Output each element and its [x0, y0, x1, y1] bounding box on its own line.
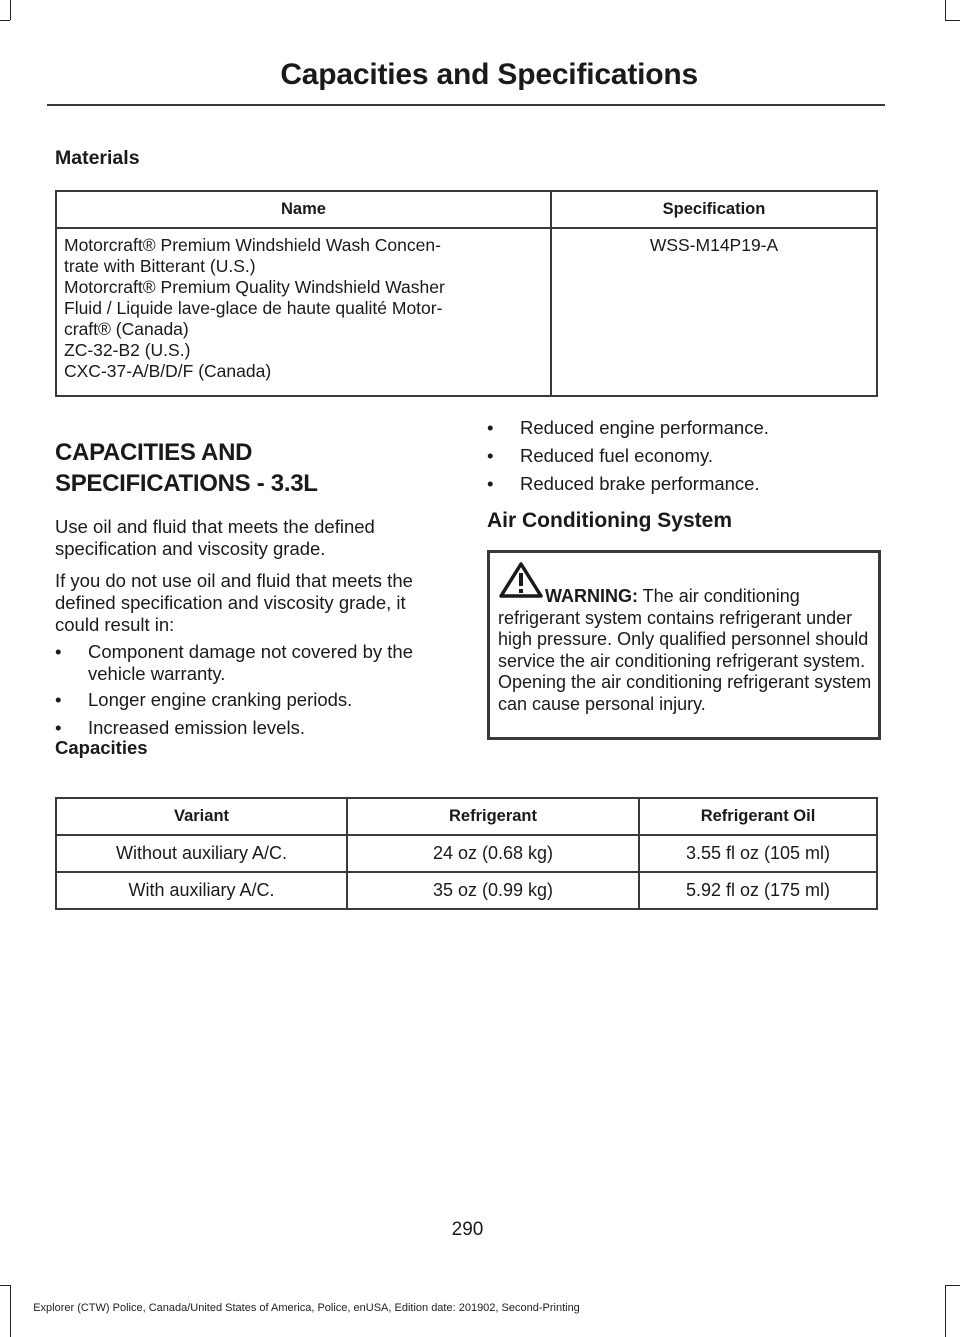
- bullet-glyph: •: [487, 417, 494, 438]
- warning-box: [487, 550, 881, 740]
- refrigerant-cell: 24 oz (0.68 kg): [347, 835, 639, 872]
- material-name-line: craft® (Canada): [64, 319, 189, 339]
- list-item-text: Reduced brake performance.: [520, 473, 760, 494]
- materials-heading: Materials: [55, 147, 140, 169]
- refrigerant-oil-cell: 5.92 fl oz (175 ml): [639, 872, 877, 909]
- intro-paragraph: If you do not use oil and fluid that meets the defined specification and viscosity grade, it could result in:: [55, 570, 413, 635]
- section-heading: [55, 437, 318, 499]
- material-name-line: Fluid / Liquide lave-glace de haute qualité Motor-: [64, 298, 443, 318]
- bullet-glyph: •: [55, 717, 62, 738]
- table-row: [56, 228, 877, 396]
- list-item-text: Reduced engine performance.: [520, 417, 769, 438]
- material-specification-cell: WSS-M14P19-A: [551, 228, 877, 396]
- material-name-line: trate with Bitterant (U.S.): [64, 256, 256, 276]
- section-heading-line: SPECIFICATIONS - 3.3L: [55, 470, 318, 497]
- bullet-glyph: •: [55, 689, 62, 710]
- refrigerant-oil-cell: 3.55 fl oz (105 ml): [639, 835, 877, 872]
- crop-mark: [945, 1285, 960, 1286]
- column-header-refrigerant-oil: Refrigerant Oil: [639, 798, 877, 835]
- crop-mark: [945, 0, 946, 20]
- list-item-text: Longer engine cranking periods.: [88, 689, 353, 710]
- material-name-line: ZC-32-B2 (U.S.): [64, 340, 191, 360]
- material-name-line: Motorcraft® Premium Quality Windshield Washer: [64, 277, 445, 297]
- material-name-line: CXC-37-A/B/D/F (Canada): [64, 361, 272, 381]
- warning-body: The air conditioning refrigerant system contains refrigerant under high pressure. Only qualified personnel should service the air conditioning refrigerant system. Opening the air conditioning refrigerant system can cause personal injury.: [498, 586, 872, 714]
- material-name-cell: [56, 228, 551, 396]
- page-number: 290: [451, 1219, 484, 1240]
- variant-cell: With auxiliary A/C.: [56, 872, 347, 909]
- list-item: [487, 445, 877, 467]
- refrigerant-cell: 35 oz (0.99 kg): [347, 872, 639, 909]
- bullet-glyph: •: [487, 445, 494, 466]
- table-row: [56, 835, 877, 872]
- list-item: [487, 473, 877, 495]
- section-heading-line: CAPACITIES AND: [55, 439, 253, 466]
- edition-footer: Explorer (CTW) Police, Canada/United States of America, Police, enUSA, Edition date: 201902, Second-Printing: [33, 1302, 580, 1314]
- column-header-specification: Specification: [551, 191, 877, 228]
- list-item-text: Component damage not covered by the vehicle warranty.: [88, 641, 413, 684]
- list-item: [55, 717, 455, 739]
- column-header-variant: Variant: [56, 798, 347, 835]
- header-rule: [47, 104, 885, 106]
- material-name-line: Motorcraft® Premium Windshield Wash Concen-: [64, 235, 441, 255]
- crop-mark: [10, 0, 11, 20]
- list-item: [487, 417, 877, 439]
- list-item-text: Increased emission levels.: [88, 717, 305, 738]
- crop-mark: [0, 20, 10, 21]
- capacities-heading: Capacities: [55, 737, 148, 758]
- capacities-table: [55, 797, 878, 910]
- table-row: [56, 872, 877, 909]
- crop-mark: [0, 1285, 10, 1286]
- list-item: [55, 641, 455, 685]
- air-conditioning-heading: Air Conditioning System: [487, 509, 733, 532]
- list-item: [55, 689, 455, 711]
- warning-lead: WARNING:: [545, 586, 638, 606]
- crop-mark: [945, 1285, 946, 1337]
- materials-table: [55, 190, 878, 397]
- list-item-text: Reduced fuel economy.: [520, 445, 713, 466]
- variant-cell: Without auxiliary A/C.: [56, 835, 347, 872]
- column-header-name: Name: [56, 191, 551, 228]
- warning-text: [498, 586, 874, 715]
- page-title: Capacities and Specifications: [280, 58, 698, 91]
- bullet-glyph: •: [55, 641, 62, 662]
- crop-mark: [945, 20, 960, 21]
- column-header-refrigerant: Refrigerant: [347, 798, 639, 835]
- intro-paragraph: Use oil and fluid that meets the defined specification and viscosity grade.: [55, 516, 375, 559]
- bullet-glyph: •: [487, 473, 494, 494]
